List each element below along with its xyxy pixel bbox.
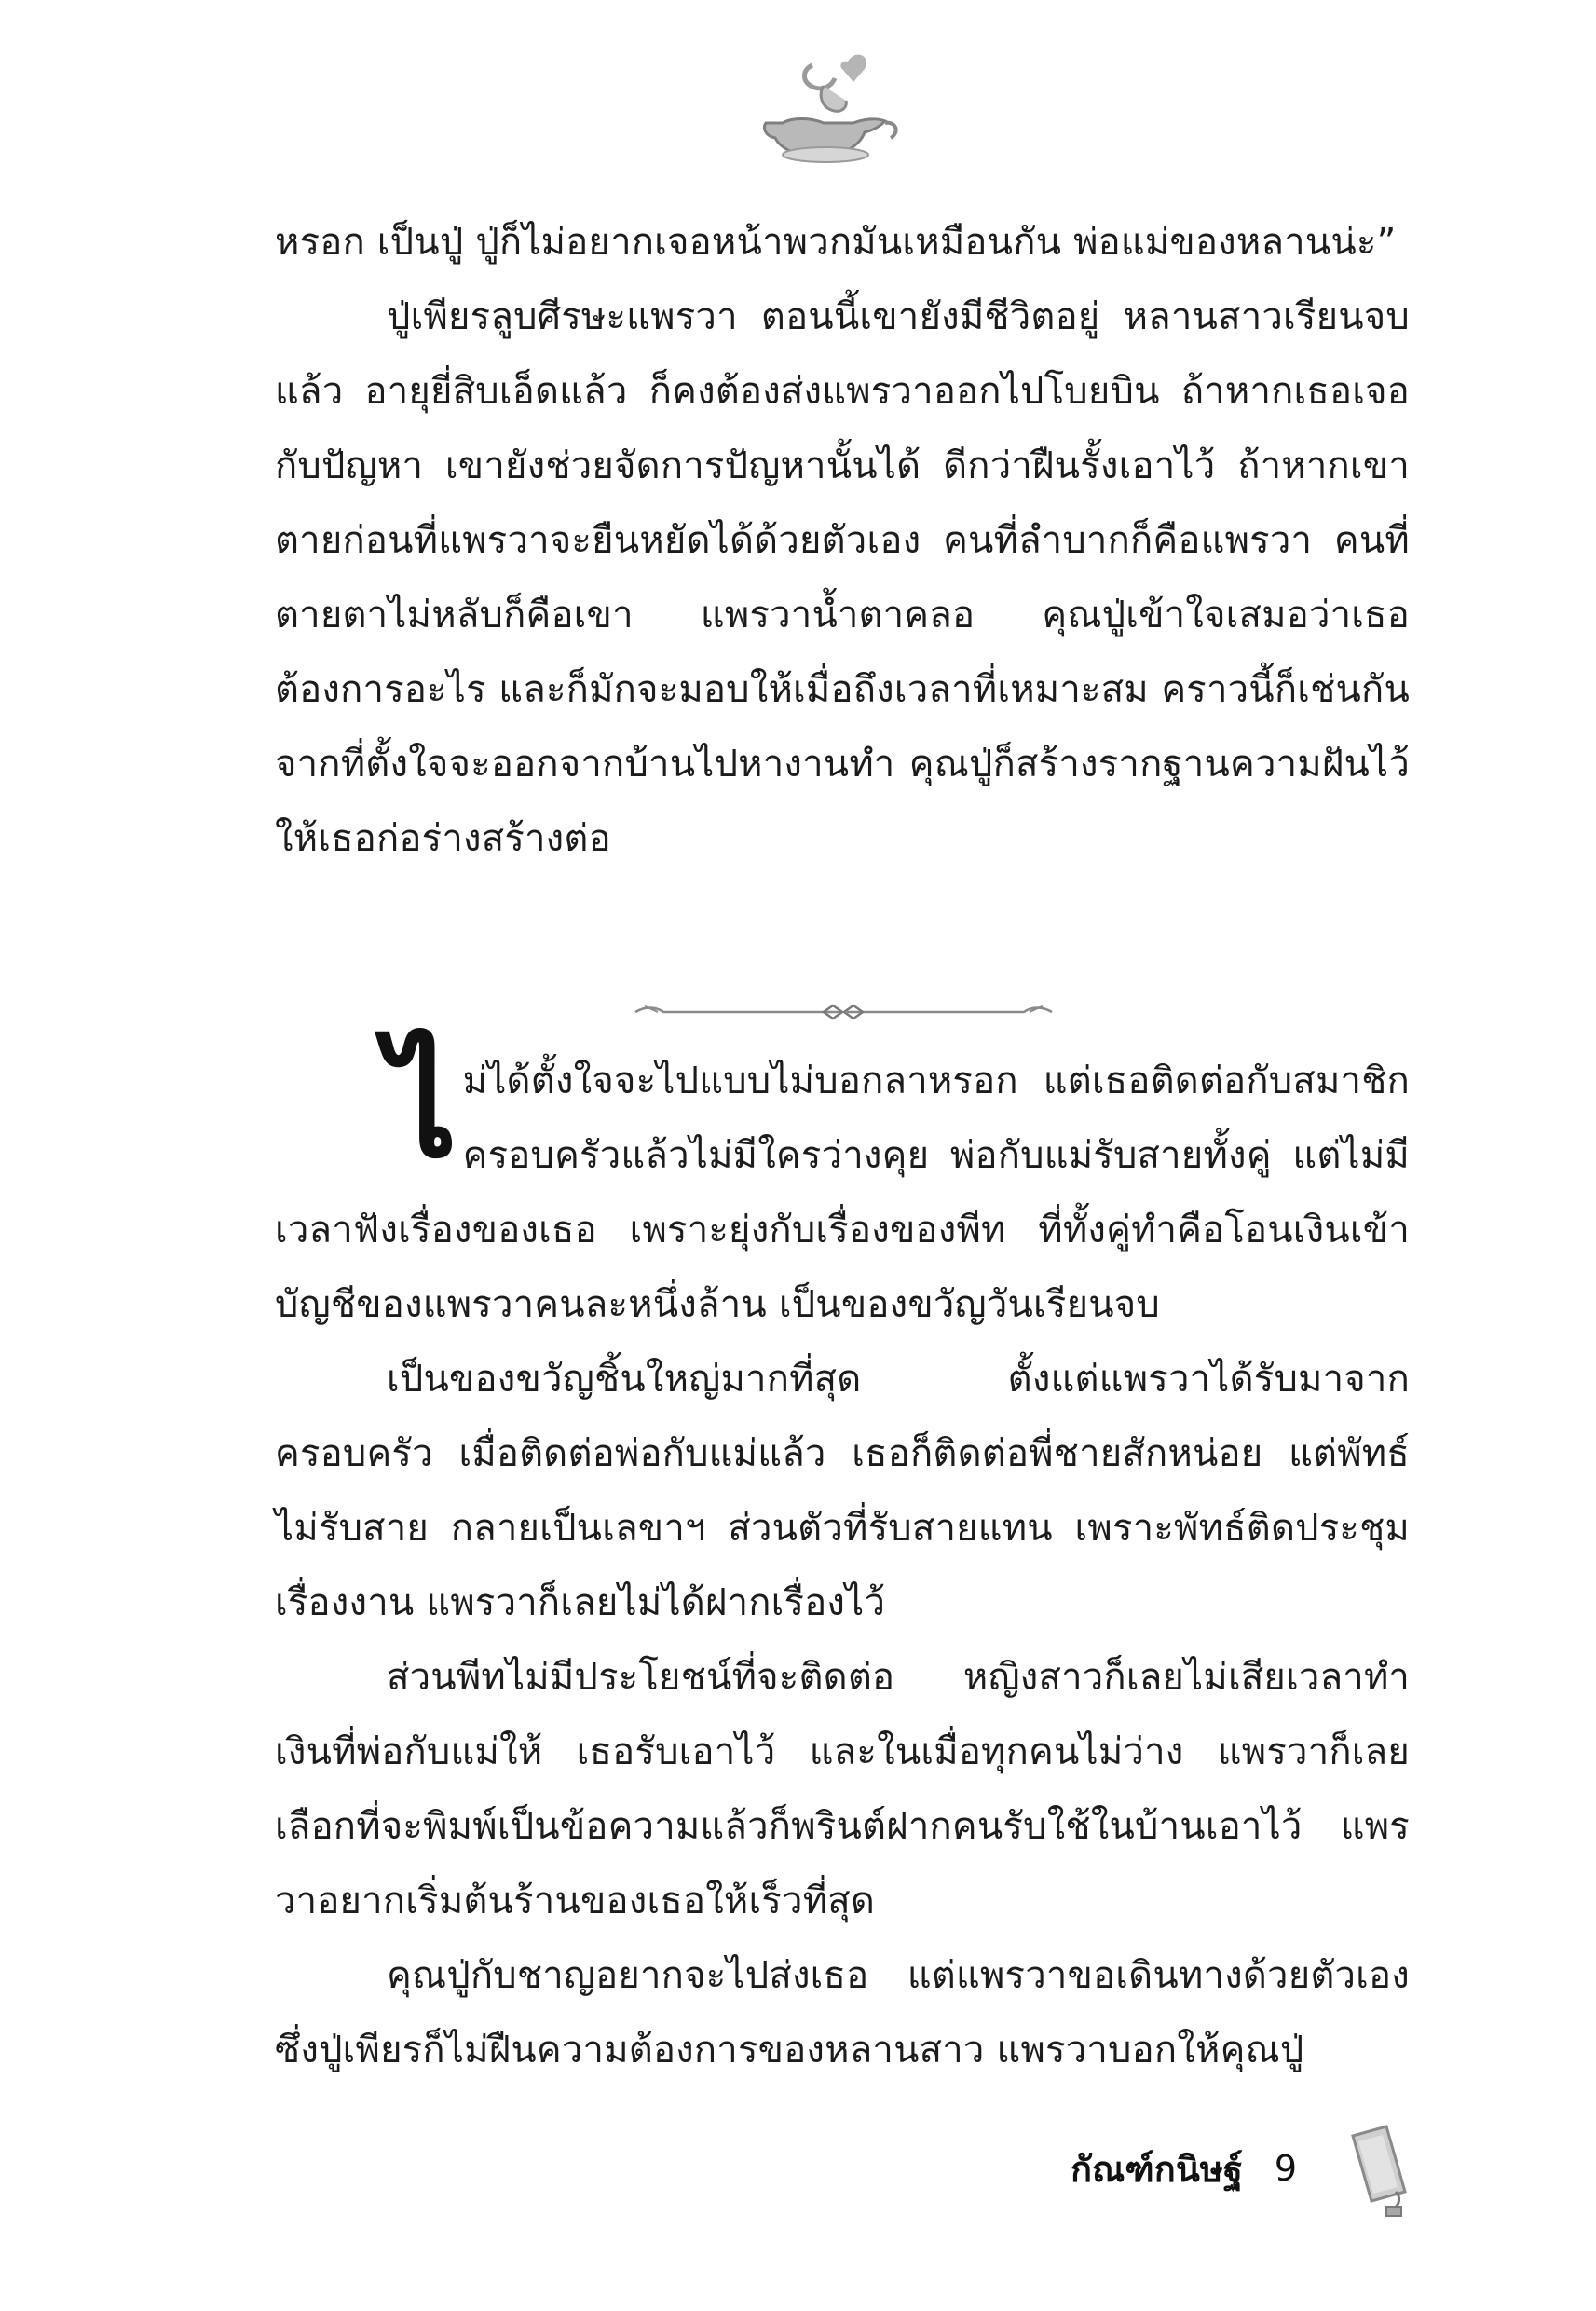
genie-lamp-cup-icon: [755, 45, 904, 175]
page-footer: [932, 2136, 1297, 2201]
body-section-1: [275, 205, 1410, 876]
paragraph: คุณปู่กับชาญอยากจะไปส่งเธอ แต่แพรวาขอเดินทางด้วยตัวเอง ซึ่งปู่เพียรก็ไม่ฝืนความต้องการของหลานสาว แพรวาบอกให้คุณปู่: [275, 1954, 1410, 2072]
paragraph-with-dropcap: [275, 1025, 1410, 1342]
ornamental-divider: [632, 995, 1056, 1029]
drop-cap: ไ: [387, 1025, 457, 1189]
paragraph: เป็นของขวัญชิ้นใหญ่มากที่สุด ตั้งแต่แพรวาได้รับมาจากครอบครัว เมื่อติดต่อพ่อกับแม่แล้ว เธอก็ติดต่อพี่ชายสักหน่อย แต่พัทธ์ไม่รับสาย กลายเป็นเลขาฯ ส่วนตัวที่รับสายแทน เพราะพัทธ์ติดประชุมเรื่องงาน แพรวาก็เลยไม่ได้ฝากเรื่องไว้: [275, 1358, 1410, 1624]
paragraph-text: ม่ได้ตั้งใจจะไปแบบไม่บอกลาหรอก แต่เธอติดต่อกับสมาชิกครอบครัวแล้วไม่มีใครว่างคุย พ่อกับแม่รับสายทั้งคู่ แต่ไม่มีเวลาฟังเรื่องของเธอ เพราะยุ่งกับเรื่องของพีท ที่ทั้งคู่ทำคือโอนเงินเข้าบัญชีของแพรวาคนละหนึ่งล้าน เป็นของขวัญวันเรียนจบ: [275, 1060, 1410, 1326]
paragraph: ปู่เพียรลูบศีรษะแพรวา ตอนนี้เขายังมีชีวิตอยู่ หลานสาวเรียนจบแล้ว อายุยี่สิบเอ็ดแล้ว ก็คงต้องส่งแพรวาออกไปโบยบิน ถ้าหากเธอเจอกับปัญหา เขายังช่วยจัดการปัญหานั้นได้ ดีกว่าฝืนรั้งเอาไว้ ถ้าหากเขาตายก่อนที่แพรวาจะยืนหยัดได้ด้วยตัวเอง คนที่ลำบากก็คือแพรวา คนที่ตายตาไม่หลับก็คือเขา แพรวาน้ำตาคลอ คุณปู่เข้าใจเสมอว่าเธอต้องการอะไร และก็มักจะมอบให้เมื่อถึงเวลาที่เหมาะสม คราวนี้ก็เช่นกัน จากที่ตั้งใจจะออกจากบ้านไปหางานทำ คุณปู่ก็สร้างรากฐานความฝันไว้ให้เธอก่อร่างสร้างต่อ: [275, 295, 1410, 860]
body-section-2: [275, 1025, 1410, 2087]
book-title: กัณฑ์กนิษฐ์: [1071, 2148, 1243, 2190]
page-number: 9: [1274, 2148, 1297, 2189]
paragraph: ส่วนพีทไม่มีประโยชน์ที่จะติดต่อ หญิงสาวก็เลยไม่เสียเวลาทำ เงินที่พ่อกับแม่ให้ เธอรับเอาไว้ และในเมื่อทุกคนไม่ว่าง แพรวาก็เลยเลือกที่จะพิมพ์เป็นข้อความแล้วก็พรินต์ฝากคนรับใช้ในบ้านเอาไว้ แพรวาอยากเริ่มต้นร้านของเธอให้เร็วที่สุด: [275, 1656, 1410, 1922]
paragraph: หรอก เป็นปู่ ปู่ก็ไม่อยากเจอหน้าพวกมันเหมือนกัน พ่อแม่ของหลานน่ะ”: [275, 221, 1397, 264]
tea-bag-icon: [1342, 2117, 1424, 2220]
